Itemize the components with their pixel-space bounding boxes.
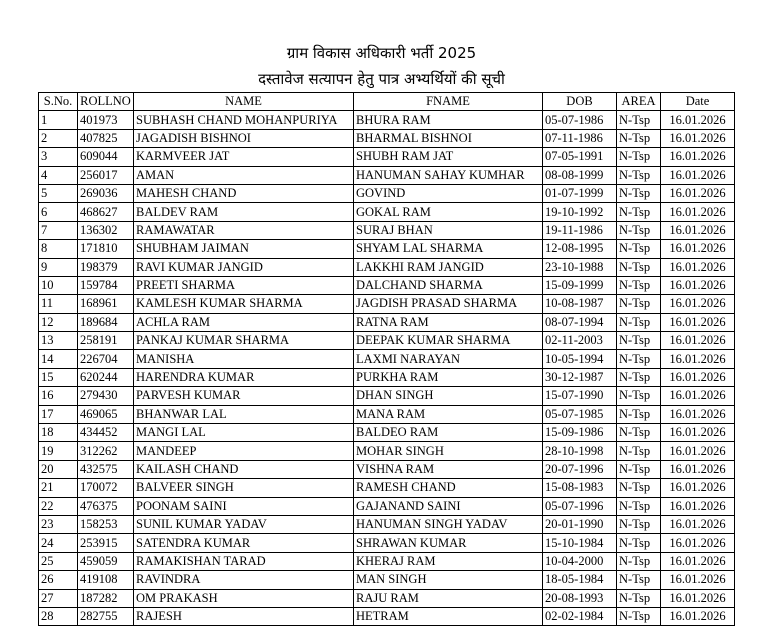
cell-rollno: 476375	[78, 497, 134, 515]
cell-date: 16.01.2026	[661, 148, 735, 166]
cell-fname: HANUMAN SINGH YADAV	[354, 515, 543, 533]
cell-sno: 14	[39, 350, 78, 368]
cell-rollno: 158253	[78, 515, 134, 533]
candidate-table	[38, 92, 735, 626]
cell-date: 16.01.2026	[661, 313, 735, 331]
table-row	[39, 571, 735, 589]
table-row	[39, 607, 735, 625]
cell-dob: 15-09-1986	[543, 424, 617, 442]
cell-date: 16.01.2026	[661, 534, 735, 552]
cell-rollno: 136302	[78, 221, 134, 239]
cell-date: 16.01.2026	[661, 571, 735, 589]
cell-dob: 02-11-2003	[543, 332, 617, 350]
cell-rollno: 282755	[78, 607, 134, 625]
cell-area: N-Tsp	[617, 332, 661, 350]
cell-rollno: 432575	[78, 460, 134, 478]
cell-sno: 23	[39, 515, 78, 533]
cell-name: MANDEEP	[134, 442, 354, 460]
cell-date: 16.01.2026	[661, 387, 735, 405]
cell-rollno: 258191	[78, 332, 134, 350]
cell-dob: 10-05-1994	[543, 350, 617, 368]
cell-dob: 12-08-1995	[543, 240, 617, 258]
cell-area: N-Tsp	[617, 442, 661, 460]
cell-area: N-Tsp	[617, 552, 661, 570]
cell-date: 16.01.2026	[661, 552, 735, 570]
cell-rollno: 189684	[78, 313, 134, 331]
cell-dob: 07-05-1991	[543, 148, 617, 166]
table-row	[39, 148, 735, 166]
cell-dob: 10-04-2000	[543, 552, 617, 570]
cell-sno: 26	[39, 571, 78, 589]
cell-dob: 20-07-1996	[543, 460, 617, 478]
cell-sno: 28	[39, 607, 78, 625]
cell-dob: 15-07-1990	[543, 387, 617, 405]
cell-rollno: 159784	[78, 276, 134, 294]
cell-name: MANGI LAL	[134, 424, 354, 442]
cell-date: 16.01.2026	[661, 424, 735, 442]
cell-dob: 10-08-1987	[543, 295, 617, 313]
table-row	[39, 313, 735, 331]
cell-area: N-Tsp	[617, 607, 661, 625]
cell-sno: 15	[39, 368, 78, 386]
document-title: ग्राम विकास अधिकारी भर्ती 2025	[286, 44, 477, 62]
cell-name: BHANWAR LAL	[134, 405, 354, 423]
table-row	[39, 515, 735, 533]
cell-name: MANISHA	[134, 350, 354, 368]
cell-rollno: 419108	[78, 571, 134, 589]
cell-sno: 8	[39, 240, 78, 258]
table-row	[39, 258, 735, 276]
cell-name: RAJESH	[134, 607, 354, 625]
cell-area: N-Tsp	[617, 148, 661, 166]
cell-name: RAVI KUMAR JANGID	[134, 258, 354, 276]
cell-rollno: 168961	[78, 295, 134, 313]
cell-sno: 9	[39, 258, 78, 276]
cell-date: 16.01.2026	[661, 479, 735, 497]
cell-area: N-Tsp	[617, 350, 661, 368]
cell-sno: 19	[39, 442, 78, 460]
cell-sno: 18	[39, 424, 78, 442]
cell-dob: 08-08-1999	[543, 166, 617, 184]
cell-area: N-Tsp	[617, 295, 661, 313]
cell-area: N-Tsp	[617, 111, 661, 129]
table-row	[39, 295, 735, 313]
table-row	[39, 442, 735, 460]
cell-name: PARVESH KUMAR	[134, 387, 354, 405]
cell-dob: 15-10-1984	[543, 534, 617, 552]
cell-area: N-Tsp	[617, 534, 661, 552]
cell-name: SATENDRA KUMAR	[134, 534, 354, 552]
cell-name: RAMAWATAR	[134, 221, 354, 239]
cell-sno: 27	[39, 589, 78, 607]
cell-fname: SHUBH RAM JAT	[354, 148, 543, 166]
cell-area: N-Tsp	[617, 184, 661, 202]
cell-area: N-Tsp	[617, 589, 661, 607]
header-date: Date	[661, 93, 735, 111]
table-row	[39, 460, 735, 478]
header-fname: FNAME	[354, 93, 543, 111]
cell-dob: 01-07-1999	[543, 184, 617, 202]
cell-date: 16.01.2026	[661, 607, 735, 625]
table-row	[39, 534, 735, 552]
cell-date: 16.01.2026	[661, 295, 735, 313]
cell-name: SUNIL KUMAR YADAV	[134, 515, 354, 533]
cell-area: N-Tsp	[617, 240, 661, 258]
cell-fname: PURKHA RAM	[354, 368, 543, 386]
cell-name: KAMLESH KUMAR SHARMA	[134, 295, 354, 313]
cell-rollno: 407825	[78, 129, 134, 147]
cell-dob: 30-12-1987	[543, 368, 617, 386]
cell-dob: 08-07-1994	[543, 313, 617, 331]
cell-dob: 05-07-1985	[543, 405, 617, 423]
table-row	[39, 552, 735, 570]
cell-rollno: 620244	[78, 368, 134, 386]
cell-area: N-Tsp	[617, 313, 661, 331]
cell-area: N-Tsp	[617, 405, 661, 423]
table-row	[39, 203, 735, 221]
cell-area: N-Tsp	[617, 129, 661, 147]
cell-fname: MANA RAM	[354, 405, 543, 423]
cell-fname: LAKKHI RAM JANGID	[354, 258, 543, 276]
cell-fname: LAXMI NARAYAN	[354, 350, 543, 368]
table-row	[39, 221, 735, 239]
cell-sno: 21	[39, 479, 78, 497]
cell-dob: 05-07-1986	[543, 111, 617, 129]
cell-date: 16.01.2026	[661, 129, 735, 147]
cell-date: 16.01.2026	[661, 332, 735, 350]
cell-fname: DEEPAK KUMAR SHARMA	[354, 332, 543, 350]
cell-fname: GOKAL RAM	[354, 203, 543, 221]
table-row	[39, 276, 735, 294]
table-row	[39, 479, 735, 497]
cell-fname: SHYAM LAL SHARMA	[354, 240, 543, 258]
cell-name: SHUBHAM JAIMAN	[134, 240, 354, 258]
cell-rollno: 469065	[78, 405, 134, 423]
header-area: AREA	[617, 93, 661, 111]
cell-rollno: 256017	[78, 166, 134, 184]
cell-fname: GAJANAND SAINI	[354, 497, 543, 515]
cell-name: OM PRAKASH	[134, 589, 354, 607]
cell-area: N-Tsp	[617, 479, 661, 497]
cell-rollno: 187282	[78, 589, 134, 607]
table-row	[39, 184, 735, 202]
cell-dob: 15-09-1999	[543, 276, 617, 294]
cell-dob: 20-01-1990	[543, 515, 617, 533]
cell-fname: DALCHAND SHARMA	[354, 276, 543, 294]
cell-fname: JAGDISH PRASAD SHARMA	[354, 295, 543, 313]
cell-name: KARMVEER JAT	[134, 148, 354, 166]
header-rollno: ROLLNO	[78, 93, 134, 111]
cell-fname: MAN SINGH	[354, 571, 543, 589]
cell-fname: KHERAJ RAM	[354, 552, 543, 570]
cell-area: N-Tsp	[617, 221, 661, 239]
cell-dob: 28-10-1998	[543, 442, 617, 460]
table-row	[39, 111, 735, 129]
cell-date: 16.01.2026	[661, 221, 735, 239]
table-header-row	[39, 93, 735, 111]
cell-area: N-Tsp	[617, 424, 661, 442]
cell-name: RAMAKISHAN TARAD	[134, 552, 354, 570]
cell-dob: 18-05-1984	[543, 571, 617, 589]
cell-name: POONAM SAINI	[134, 497, 354, 515]
cell-rollno: 279430	[78, 387, 134, 405]
cell-date: 16.01.2026	[661, 497, 735, 515]
header-dob: DOB	[543, 93, 617, 111]
cell-area: N-Tsp	[617, 203, 661, 221]
cell-date: 16.01.2026	[661, 240, 735, 258]
cell-area: N-Tsp	[617, 497, 661, 515]
cell-sno: 7	[39, 221, 78, 239]
table-row	[39, 589, 735, 607]
cell-sno: 10	[39, 276, 78, 294]
cell-fname: RAMESH CHAND	[354, 479, 543, 497]
cell-sno: 25	[39, 552, 78, 570]
cell-area: N-Tsp	[617, 571, 661, 589]
cell-date: 16.01.2026	[661, 405, 735, 423]
cell-sno: 11	[39, 295, 78, 313]
header-sno: S.No.	[39, 93, 78, 111]
table-row	[39, 387, 735, 405]
cell-sno: 1	[39, 111, 78, 129]
cell-sno: 6	[39, 203, 78, 221]
cell-date: 16.01.2026	[661, 276, 735, 294]
cell-dob: 23-10-1988	[543, 258, 617, 276]
cell-sno: 2	[39, 129, 78, 147]
cell-sno: 22	[39, 497, 78, 515]
cell-date: 16.01.2026	[661, 460, 735, 478]
cell-rollno: 434452	[78, 424, 134, 442]
cell-area: N-Tsp	[617, 387, 661, 405]
table-body	[39, 111, 735, 626]
cell-date: 16.01.2026	[661, 589, 735, 607]
cell-sno: 4	[39, 166, 78, 184]
cell-name: HARENDRA KUMAR	[134, 368, 354, 386]
cell-fname: BALDEO RAM	[354, 424, 543, 442]
cell-rollno: 459059	[78, 552, 134, 570]
cell-sno: 5	[39, 184, 78, 202]
cell-fname: GOVIND	[354, 184, 543, 202]
header-name: NAME	[134, 93, 354, 111]
cell-rollno: 468627	[78, 203, 134, 221]
cell-name: BALDEV RAM	[134, 203, 354, 221]
cell-fname: RAJU RAM	[354, 589, 543, 607]
cell-name: ACHLA RAM	[134, 313, 354, 331]
cell-sno: 24	[39, 534, 78, 552]
cell-area: N-Tsp	[617, 368, 661, 386]
cell-area: N-Tsp	[617, 515, 661, 533]
cell-rollno: 312262	[78, 442, 134, 460]
cell-fname: SHRAWAN KUMAR	[354, 534, 543, 552]
cell-date: 16.01.2026	[661, 515, 735, 533]
cell-dob: 15-08-1983	[543, 479, 617, 497]
cell-date: 16.01.2026	[661, 203, 735, 221]
cell-date: 16.01.2026	[661, 166, 735, 184]
table-row	[39, 405, 735, 423]
cell-area: N-Tsp	[617, 258, 661, 276]
cell-fname: BHURA RAM	[354, 111, 543, 129]
cell-date: 16.01.2026	[661, 184, 735, 202]
cell-fname: VISHNA RAM	[354, 460, 543, 478]
cell-rollno: 198379	[78, 258, 134, 276]
table-row	[39, 368, 735, 386]
cell-name: PREETI SHARMA	[134, 276, 354, 294]
cell-rollno: 609044	[78, 148, 134, 166]
cell-date: 16.01.2026	[661, 350, 735, 368]
cell-sno: 3	[39, 148, 78, 166]
cell-fname: RATNA RAM	[354, 313, 543, 331]
table-row	[39, 424, 735, 442]
cell-area: N-Tsp	[617, 460, 661, 478]
cell-fname: MOHAR SINGH	[354, 442, 543, 460]
cell-date: 16.01.2026	[661, 368, 735, 386]
cell-rollno: 253915	[78, 534, 134, 552]
cell-name: BALVEER SINGH	[134, 479, 354, 497]
cell-rollno: 401973	[78, 111, 134, 129]
cell-sno: 17	[39, 405, 78, 423]
cell-dob: 07-11-1986	[543, 129, 617, 147]
cell-fname: HANUMAN SAHAY KUMHAR	[354, 166, 543, 184]
cell-fname: SURAJ BHAN	[354, 221, 543, 239]
cell-name: PANKAJ KUMAR SHARMA	[134, 332, 354, 350]
cell-dob: 19-10-1992	[543, 203, 617, 221]
cell-date: 16.01.2026	[661, 258, 735, 276]
cell-fname: BHARMAL BISHNOI	[354, 129, 543, 147]
cell-name: RAVINDRA	[134, 571, 354, 589]
cell-name: SUBHASH CHAND MOHANPURIYA	[134, 111, 354, 129]
cell-name: AMAN	[134, 166, 354, 184]
cell-fname: HETRAM	[354, 607, 543, 625]
cell-date: 16.01.2026	[661, 111, 735, 129]
table-row	[39, 497, 735, 515]
cell-fname: DHAN SINGH	[354, 387, 543, 405]
cell-sno: 20	[39, 460, 78, 478]
cell-rollno: 170072	[78, 479, 134, 497]
cell-dob: 02-02-1984	[543, 607, 617, 625]
cell-sno: 13	[39, 332, 78, 350]
document-subtitle: दस्तावेज सत्यापन हेतु पात्र अभ्यर्थियों की सूची	[258, 70, 505, 88]
table-row	[39, 332, 735, 350]
cell-name: JAGADISH BISHNOI	[134, 129, 354, 147]
cell-name: KAILASH CHAND	[134, 460, 354, 478]
cell-area: N-Tsp	[617, 276, 661, 294]
cell-area: N-Tsp	[617, 166, 661, 184]
cell-rollno: 171810	[78, 240, 134, 258]
cell-dob: 19-11-1986	[543, 221, 617, 239]
cell-date: 16.01.2026	[661, 442, 735, 460]
cell-rollno: 226704	[78, 350, 134, 368]
cell-sno: 12	[39, 313, 78, 331]
cell-name: MAHESH CHAND	[134, 184, 354, 202]
cell-dob: 05-07-1996	[543, 497, 617, 515]
cell-sno: 16	[39, 387, 78, 405]
table-row	[39, 166, 735, 184]
table-row	[39, 240, 735, 258]
table-row	[39, 350, 735, 368]
cell-dob: 20-08-1993	[543, 589, 617, 607]
cell-rollno: 269036	[78, 184, 134, 202]
table-row	[39, 129, 735, 147]
